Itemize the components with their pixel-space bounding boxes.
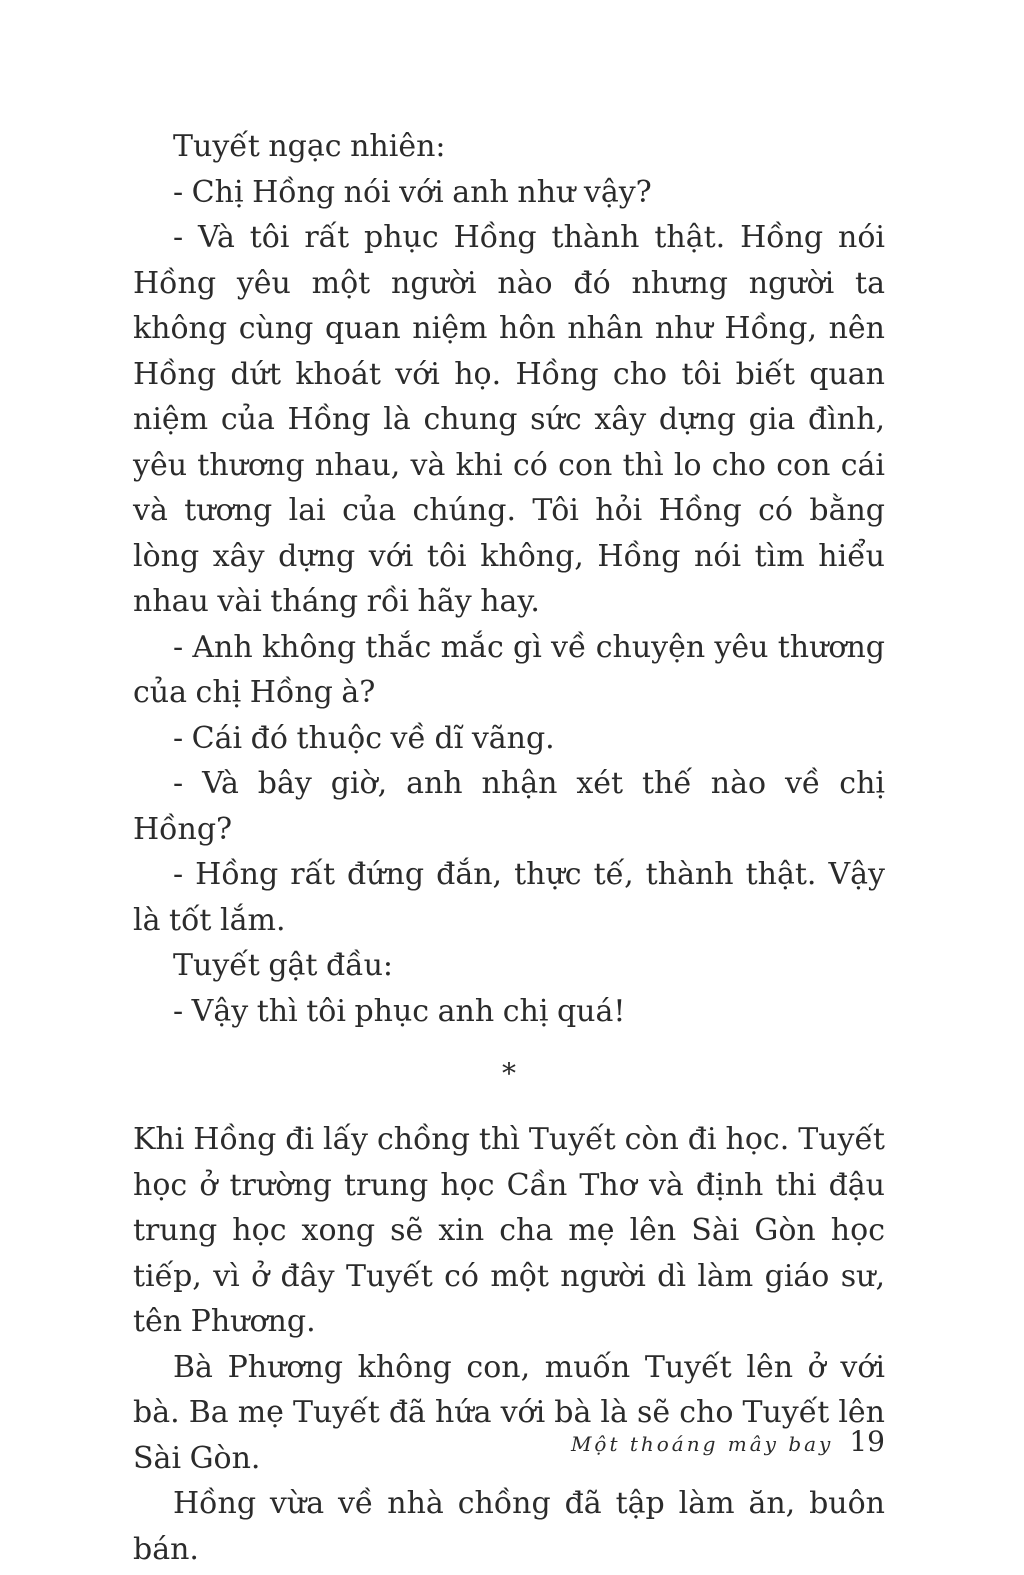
page-number: 19 [849, 1425, 885, 1458]
section-separator: * [502, 1057, 516, 1090]
paragraph: - Và tôi rất phục Hồng thành thật. Hồng nói Hồng yêu một người nào đó nhưng người ta không cùng quan niệm hôn nhân như Hồng, nên Hồng dứt khoát với họ. Hồng cho tôi biết quan niệm của Hồng là chung sức xây dựng gia đình, yêu thương nhau, và khi có con thì lo cho con cái và tương lai của chúng. Tôi hỏi Hồng có bằng lòng xây dựng với tôi không, Hồng nói tìm hiểu nhau vài tháng rồi hãy hay. [133, 220, 885, 619]
page-body [133, 124, 885, 1572]
paragraph: Tuyết ngạc nhiên: [173, 129, 446, 164]
paragraph: - Anh không thắc mắc gì về chuyện yêu thương của chị Hồng à? [133, 629, 885, 710]
paragraph: - Cái đó thuộc về dĩ vãng. [173, 720, 555, 756]
paragraph: - Chị Hồng nói với anh như vậy? [173, 174, 652, 210]
paragraph: Tuyết gật đầu: [173, 948, 394, 983]
paragraph: - Vậy thì tôi phục anh chị quá! [173, 993, 626, 1029]
paragraph: - Và bây giờ, anh nhận xét thế nào về chị Hồng? [133, 766, 885, 847]
paragraph: Hồng vừa về nhà chồng đã tập làm ăn, buôn bán. [133, 1486, 885, 1567]
page-footer [571, 1425, 885, 1458]
paragraph: Bà Phương không con, muốn Tuyết lên ở với bà. Ba mẹ Tuyết đã hứa với bà là sẽ cho Tuyết lên Sài Gòn. [133, 1349, 885, 1476]
paragraph: - Hồng rất đứng đắn, thực tế, thành thật. Vậy là tốt lắm. [133, 857, 885, 938]
running-title: Một thoáng mây bay [570, 1432, 834, 1456]
paragraph: Khi Hồng đi lấy chồng thì Tuyết còn đi học. Tuyết học ở trường trung học Cần Thơ và định thi đậu trung học xong sẽ xin cha mẹ lên Sài Gòn học tiếp, vì ở đây Tuyết có một người dì làm giáo sư, tên Phương. [133, 1122, 885, 1339]
